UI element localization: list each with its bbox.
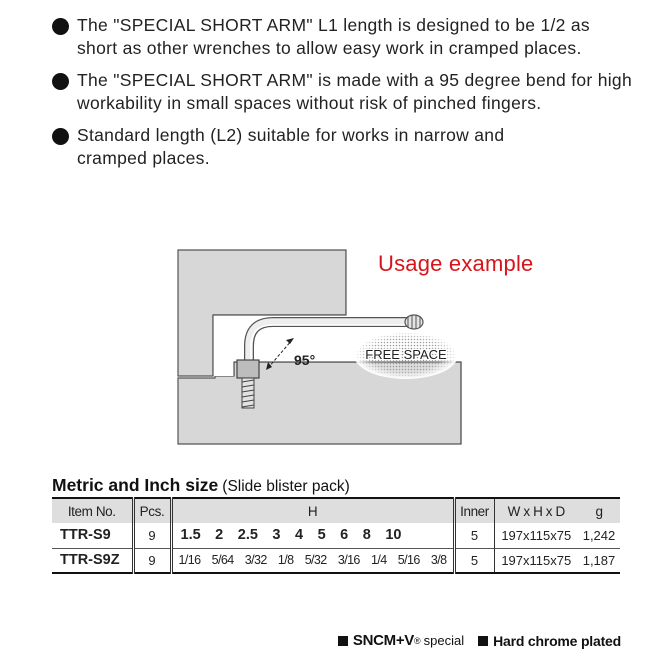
feature-text: Standard length (L2) suitable for works in narrow and cramped places. [77, 125, 505, 168]
bolt-head [237, 360, 259, 378]
feature-text: The "SPECIAL SHORT ARM" L1 length is designed to be 1/2 as short as other wrenches to allow easy work in cramped places. [77, 15, 590, 58]
table-row [52, 523, 620, 548]
section-subtitle: (Slide blister pack) [222, 478, 350, 495]
bullet-icon [52, 73, 69, 90]
header-weight: g [595, 503, 603, 519]
weight-value: 1,187 [582, 552, 616, 568]
size-value: 4 [295, 527, 304, 544]
size-value: 5/32 [304, 553, 327, 568]
size-value: 3/32 [244, 553, 267, 568]
size-value: 8 [362, 527, 371, 544]
feature-list [52, 14, 632, 179]
free-space-label: FREE SPACE [365, 347, 447, 362]
size-value: 6 [340, 527, 349, 544]
section-title-text: Metric and Inch size [52, 475, 219, 495]
inner-value: 5 [454, 523, 494, 548]
material-note: special [423, 633, 465, 648]
usage-title: Usage example [378, 251, 534, 276]
table-header-row [52, 498, 620, 523]
size-value: 2 [215, 527, 224, 544]
weight-value: 1,242 [582, 527, 616, 543]
size-value: 5/16 [397, 553, 420, 568]
size-value: 3 [272, 527, 281, 544]
dims-value: 197x115x75 [494, 548, 578, 573]
item-number: TTR-S9 [60, 527, 111, 544]
finish-label: Hard chrome plated [493, 632, 621, 649]
header-dims: W x H x D [494, 498, 578, 523]
size-value: 10 [385, 527, 402, 544]
size-value: 1.5 [180, 527, 201, 544]
material-label: SNCM+V [352, 632, 414, 649]
pcs-value: 9 [133, 523, 171, 548]
size-value: 3/8 [430, 553, 447, 568]
inner-value: 5 [454, 548, 494, 573]
size-value: 1/8 [277, 553, 294, 568]
feature-item [52, 14, 632, 60]
spec-table [52, 497, 620, 574]
size-cell [171, 548, 454, 573]
square-bullet-icon [338, 636, 348, 646]
bullet-icon [52, 128, 69, 145]
spec-footer [338, 632, 621, 649]
registered-mark: ® [414, 635, 421, 646]
table-row [52, 548, 620, 573]
section-title [52, 475, 350, 496]
header-h: H [171, 498, 454, 523]
size-value: 5/64 [211, 553, 234, 568]
usage-illustration [176, 248, 476, 448]
bolt-thread [242, 378, 254, 408]
feature-item [52, 124, 632, 170]
feature-item [52, 69, 632, 115]
dims-value: 197x115x75 [494, 523, 578, 548]
size-cell [171, 523, 454, 548]
header-item: Item No. [67, 503, 116, 519]
size-value: 1/4 [370, 553, 387, 568]
bullet-icon [52, 18, 69, 35]
size-value: 2.5 [237, 527, 258, 544]
size-value: 1/16 [178, 553, 201, 568]
header-pcs: Pcs. [133, 498, 171, 523]
angle-label: 95° [294, 352, 316, 368]
size-value: 3/16 [337, 553, 360, 568]
pcs-value: 9 [133, 548, 171, 573]
square-bullet-icon [478, 636, 488, 646]
size-value: 5 [317, 527, 326, 544]
feature-text: The "SPECIAL SHORT ARM" is made with a 95 degree bend for high workability in small spaces without risk of pinched fingers. [77, 70, 632, 113]
item-number: TTR-S9Z [60, 552, 120, 569]
header-inner: Inner [454, 498, 494, 523]
